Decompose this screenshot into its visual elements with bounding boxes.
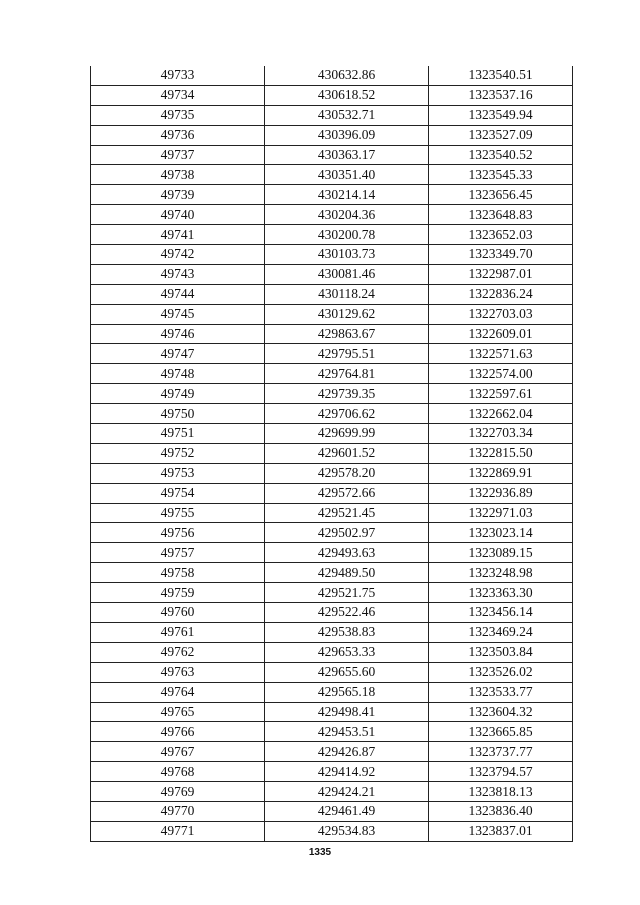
y-coordinate-cell: 1322574.00	[429, 364, 573, 384]
x-coordinate-cell: 430081.46	[265, 264, 429, 284]
y-coordinate-cell: 1322703.03	[429, 304, 573, 324]
x-coordinate-cell: 429498.41	[265, 702, 429, 722]
point-id-cell: 49763	[91, 662, 265, 682]
x-coordinate-cell: 430129.62	[265, 304, 429, 324]
point-id-cell: 49751	[91, 424, 265, 444]
point-id-cell: 49746	[91, 324, 265, 344]
x-coordinate-cell: 430632.86	[265, 66, 429, 85]
table-row	[91, 682, 573, 702]
y-coordinate-cell: 1322987.01	[429, 264, 573, 284]
x-coordinate-cell: 429699.99	[265, 424, 429, 444]
y-coordinate-cell: 1323533.77	[429, 682, 573, 702]
table-row	[91, 583, 573, 603]
table-row	[91, 245, 573, 265]
y-coordinate-cell: 1323248.98	[429, 563, 573, 583]
y-coordinate-cell: 1323837.01	[429, 821, 573, 841]
y-coordinate-cell: 1322609.01	[429, 324, 573, 344]
point-id-cell: 49761	[91, 622, 265, 642]
y-coordinate-cell: 1323023.14	[429, 523, 573, 543]
coordinates-table	[90, 66, 573, 842]
y-coordinate-cell: 1323818.13	[429, 782, 573, 802]
table-row	[91, 304, 573, 324]
table-row	[91, 125, 573, 145]
table-row	[91, 424, 573, 444]
table-row	[91, 364, 573, 384]
table-row	[91, 523, 573, 543]
x-coordinate-cell: 429601.52	[265, 443, 429, 463]
x-coordinate-cell: 429493.63	[265, 543, 429, 563]
x-coordinate-cell: 429863.67	[265, 324, 429, 344]
table-row	[91, 503, 573, 523]
y-coordinate-cell: 1323549.94	[429, 105, 573, 125]
point-id-cell: 49737	[91, 145, 265, 165]
table-row	[91, 603, 573, 623]
x-coordinate-cell: 429572.66	[265, 483, 429, 503]
point-id-cell: 49760	[91, 603, 265, 623]
y-coordinate-cell: 1323648.83	[429, 205, 573, 225]
table-row	[91, 543, 573, 563]
y-coordinate-cell: 1323665.85	[429, 722, 573, 742]
table-row	[91, 404, 573, 424]
point-id-cell: 49742	[91, 245, 265, 265]
x-coordinate-cell: 429534.83	[265, 821, 429, 841]
x-coordinate-cell: 429578.20	[265, 463, 429, 483]
x-coordinate-cell: 429739.35	[265, 384, 429, 404]
y-coordinate-cell: 1323794.57	[429, 762, 573, 782]
point-id-cell: 49733	[91, 66, 265, 85]
table-row	[91, 702, 573, 722]
x-coordinate-cell: 429795.51	[265, 344, 429, 364]
table-row	[91, 483, 573, 503]
y-coordinate-cell: 1322936.89	[429, 483, 573, 503]
x-coordinate-cell: 429522.46	[265, 603, 429, 623]
x-coordinate-cell: 430363.17	[265, 145, 429, 165]
point-id-cell: 49762	[91, 642, 265, 662]
y-coordinate-cell: 1322836.24	[429, 284, 573, 304]
point-id-cell: 49750	[91, 404, 265, 424]
point-id-cell: 49738	[91, 165, 265, 185]
table-row	[91, 821, 573, 841]
point-id-cell: 49754	[91, 483, 265, 503]
point-id-cell: 49748	[91, 364, 265, 384]
table-row	[91, 762, 573, 782]
point-id-cell: 49764	[91, 682, 265, 702]
x-coordinate-cell: 430618.52	[265, 85, 429, 105]
point-id-cell: 49749	[91, 384, 265, 404]
table-row	[91, 344, 573, 364]
y-coordinate-cell: 1322971.03	[429, 503, 573, 523]
y-coordinate-cell: 1323526.02	[429, 662, 573, 682]
y-coordinate-cell: 1323503.84	[429, 642, 573, 662]
x-coordinate-cell: 430532.71	[265, 105, 429, 125]
point-id-cell: 49736	[91, 125, 265, 145]
x-coordinate-cell: 429424.21	[265, 782, 429, 802]
table-row	[91, 165, 573, 185]
y-coordinate-cell: 1323540.52	[429, 145, 573, 165]
point-id-cell: 49767	[91, 742, 265, 762]
x-coordinate-cell: 430103.73	[265, 245, 429, 265]
y-coordinate-cell: 1323469.24	[429, 622, 573, 642]
y-coordinate-cell: 1323604.32	[429, 702, 573, 722]
x-coordinate-cell: 430351.40	[265, 165, 429, 185]
x-coordinate-cell: 430204.36	[265, 205, 429, 225]
y-coordinate-cell: 1323652.03	[429, 225, 573, 245]
table-row	[91, 782, 573, 802]
y-coordinate-cell: 1323656.45	[429, 185, 573, 205]
table-row	[91, 801, 573, 821]
x-coordinate-cell: 430200.78	[265, 225, 429, 245]
x-coordinate-cell: 429502.97	[265, 523, 429, 543]
coordinates-table-body	[91, 66, 573, 841]
y-coordinate-cell: 1323089.15	[429, 543, 573, 563]
point-id-cell: 49759	[91, 583, 265, 603]
table-row	[91, 443, 573, 463]
point-id-cell: 49745	[91, 304, 265, 324]
table-row	[91, 324, 573, 344]
table-row	[91, 284, 573, 304]
table-row	[91, 463, 573, 483]
x-coordinate-cell: 429461.49	[265, 801, 429, 821]
x-coordinate-cell: 429414.92	[265, 762, 429, 782]
x-coordinate-cell: 429426.87	[265, 742, 429, 762]
y-coordinate-cell: 1323540.51	[429, 66, 573, 85]
y-coordinate-cell: 1323456.14	[429, 603, 573, 623]
y-coordinate-cell: 1323363.30	[429, 583, 573, 603]
point-id-cell: 49741	[91, 225, 265, 245]
y-coordinate-cell: 1323737.77	[429, 742, 573, 762]
table-row	[91, 225, 573, 245]
table-row	[91, 384, 573, 404]
y-coordinate-cell: 1322815.50	[429, 443, 573, 463]
y-coordinate-cell: 1322571.63	[429, 344, 573, 364]
table-row	[91, 722, 573, 742]
x-coordinate-cell: 430396.09	[265, 125, 429, 145]
x-coordinate-cell: 429706.62	[265, 404, 429, 424]
y-coordinate-cell: 1323537.16	[429, 85, 573, 105]
y-coordinate-cell: 1322662.04	[429, 404, 573, 424]
x-coordinate-cell: 429521.45	[265, 503, 429, 523]
point-id-cell: 49771	[91, 821, 265, 841]
point-id-cell: 49755	[91, 503, 265, 523]
x-coordinate-cell: 429655.60	[265, 662, 429, 682]
table-row	[91, 622, 573, 642]
y-coordinate-cell: 1323349.70	[429, 245, 573, 265]
point-id-cell: 49743	[91, 264, 265, 284]
table-row	[91, 145, 573, 165]
point-id-cell: 49765	[91, 702, 265, 722]
table-row	[91, 105, 573, 125]
x-coordinate-cell: 429538.83	[265, 622, 429, 642]
point-id-cell: 49747	[91, 344, 265, 364]
y-coordinate-cell: 1322597.61	[429, 384, 573, 404]
y-coordinate-cell: 1322869.91	[429, 463, 573, 483]
point-id-cell: 49757	[91, 543, 265, 563]
point-id-cell: 49758	[91, 563, 265, 583]
x-coordinate-cell: 429565.18	[265, 682, 429, 702]
point-id-cell: 49768	[91, 762, 265, 782]
table-row	[91, 85, 573, 105]
x-coordinate-cell: 429653.33	[265, 642, 429, 662]
table-row	[91, 264, 573, 284]
table-row	[91, 742, 573, 762]
table-row	[91, 642, 573, 662]
x-coordinate-cell: 430118.24	[265, 284, 429, 304]
point-id-cell: 49740	[91, 205, 265, 225]
point-id-cell: 49734	[91, 85, 265, 105]
y-coordinate-cell: 1323836.40	[429, 801, 573, 821]
table-row	[91, 66, 573, 85]
point-id-cell: 49735	[91, 105, 265, 125]
table-row	[91, 662, 573, 682]
point-id-cell: 49766	[91, 722, 265, 742]
point-id-cell: 49756	[91, 523, 265, 543]
page-number: 1335	[308, 847, 332, 858]
table-row	[91, 205, 573, 225]
table-row	[91, 185, 573, 205]
point-id-cell: 49752	[91, 443, 265, 463]
point-id-cell: 49753	[91, 463, 265, 483]
point-id-cell: 49769	[91, 782, 265, 802]
x-coordinate-cell: 429521.75	[265, 583, 429, 603]
x-coordinate-cell: 429453.51	[265, 722, 429, 742]
point-id-cell: 49744	[91, 284, 265, 304]
point-id-cell: 49770	[91, 801, 265, 821]
y-coordinate-cell: 1323527.09	[429, 125, 573, 145]
y-coordinate-cell: 1323545.33	[429, 165, 573, 185]
table-row	[91, 563, 573, 583]
y-coordinate-cell: 1322703.34	[429, 424, 573, 444]
point-id-cell: 49739	[91, 185, 265, 205]
x-coordinate-cell: 429764.81	[265, 364, 429, 384]
x-coordinate-cell: 430214.14	[265, 185, 429, 205]
x-coordinate-cell: 429489.50	[265, 563, 429, 583]
